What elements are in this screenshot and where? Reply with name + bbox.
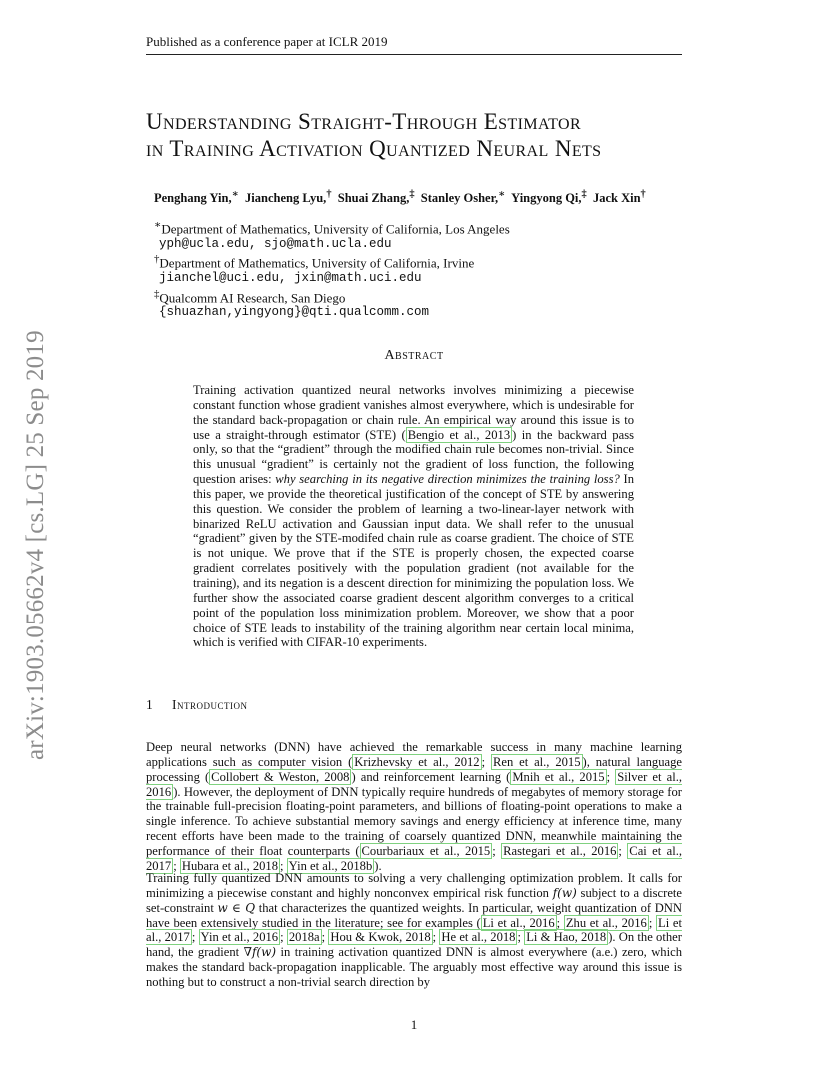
author: Stanley Osher,∗ [420,189,506,206]
abstract-body: Training activation quantized neural networks involves minimizing a piecewise constant function whose gradient vanishes almost everywhere, which is undesirable for the standard back-propagation or chain rule. An empirical way around this issue is to use a straight-through estimator (STE) ( Bengio et al., 2013 ) in the backward pass only, so that the “gradient” through the modified chain rule becomes non-trivial. Since this unusual “gradient” is certainly not the gradient of loss function, the following question arises: why searching in its negative direction minimizes the training loss? In this paper, we provide the theoretical justification of the concept of STE by answering this question. We consider the problem of learning a two-linear-layer network with binarized ReLU activation and Gaussian input data. We shall refer to the unusual “gradient” given by the STE-modifed chain rule as coarse gradient. The choice of STE is not unique. We prove that if the STE is properly chosen, the expected coarse gradient correlates positively with the population gradient (not available for the training), and its negation is a descent direction for minimizing the population loss. We further show the associated coarse gradient descent algorithm converges to a critical point of the population loss minimization problem. Moreover, we show that a poor choice of STE leads to instability of the training algorithm near certain local minima, which is verified with CIFAR-10 experiments. [193,383,635,650]
author-list [154,188,694,206]
affiliation-ucla: ∗Department of Mathematics, University of California, Los Angeles [154,219,510,237]
conference-label: Published as a conference paper at ICLR 2019 [146,34,388,49]
citation-link[interactable]: Rastegari et al., 2016 [503,843,617,858]
citation-link[interactable]: Collobert & Weston, 2008 [211,769,350,784]
citation-link[interactable]: Courbariaux et al., 2015 [361,843,491,858]
citation-link[interactable]: Hubara et al., 2018 [181,858,279,873]
citation-link[interactable]: 2018a [288,930,320,945]
paper-title [146,108,706,162]
citation-link[interactable]: Cai et al., 2017 [146,843,682,873]
math-expression: w ∈ Q [217,900,256,915]
author: Yingyong Qi,‡ [511,189,587,206]
page-number: 1 [410,1017,418,1032]
citation-link[interactable]: Zhu et al., 2016 [565,915,647,930]
running-header [146,34,682,55]
author: Jack Xin† [592,189,646,206]
citation-link[interactable]: Hou & Kwok, 2018 [330,930,431,945]
title-line-1: Understanding Straight-Through Estimator [146,109,582,134]
citation-link[interactable]: Silver et al., 2016 [146,769,682,799]
citation-link[interactable]: Yin et al., 2018b [288,858,373,873]
citation-link[interactable]: Ren et al., 2015 [492,754,581,769]
intro-paragraph-1: Deep neural networks (DNN) have achieved the remarkable success in many machine learning applications such as computer vision ( Krizhevsky et al., 2012 ; Ren et al., 2015 ), natural language processing ( Collobert & Weston, 2008 ) and reinforcement learning ( Mnih et al., 2015 ; Silver et al., 2016 ). However, the deployment of DNN typically require hundreds of megabytes of memory storage for the trainable full-precision floating-point parameters, and billions of floating-point operations to make a single inference. To achieve substantial memory savings and energy efficiency at inference time, many recent efforts have been made to the training of coarsely quantized DNN, meanwhile maintaining the performance of their float counterparts ( Courbariaux et al., 2015 ; Rastegari et al., 2016 ; Cai et al., 2017 ; Hubara et al., 2018 ; Yin et al., 2018b ). [146,740,683,873]
citation-link[interactable]: Yin et al., 2016 [200,930,279,945]
affiliation-uci: †Department of Mathematics, University of California, Irvine [154,253,475,271]
intro-paragraph-2: Training fully quantized DNN amounts to solving a very challenging optimization problem. It calls for minimizing a piecewise constant and highly nonconvex empirical risk function f(w) subject to a discrete set-constraint w ∈ Q that characterizes the quantized weights. In particular, weight quantization of DNN have been extensively studied in the literature; see for examples ( Li et al., 2016 ; Zhu et al., 2016 ; Li et al., 2017 ; Yin et al., 2016 ; 2018a ; Hou & Kwok, 2018 ; He et al., 2018 ; Li & Hao, 2018 ). On the other hand, the gradient ∇f(w) in training activation quantized DNN is almost everywhere (a.e.) zero, which makes the standard back-propagation inapplicable. The arguably most effective way around this issue is nothing but to construct a non-trivial search direction by [146,871,682,989]
citation-link[interactable]: Mnih et al., 2015 [512,769,605,784]
math-expression: ∇f(w) [243,945,277,960]
author: Shuai Zhang,‡ [337,189,415,206]
email-line[interactable]: yph@ucla.edu, sjo@math.ucla.edu [159,236,392,251]
title-line-2: in Training Activation Quantized Neural Nets [146,136,602,161]
email-line[interactable]: {shuazhan,yingyong}@qti.qualcomm.com [159,305,430,320]
affiliation-qualcomm: ‡Qualcomm AI Research, San Diego [154,287,346,305]
email-line[interactable]: jianchel@uci.edu, jxin@math.uci.edu [159,271,422,286]
citation-link[interactable]: Li et al., 2016 [482,915,555,930]
citation-link[interactable]: He et al., 2018 [441,930,516,945]
abstract-question: why searching in its negative direction minimizes the training loss? [275,472,620,487]
author: Penghang Yin,∗ [154,189,239,206]
citation-link[interactable]: Li et al., 2017 [146,915,682,945]
math-expression: f(w) [552,885,577,900]
abstract-heading: Abstract [384,348,444,363]
section-heading-introduction: 1 Introduction [146,697,248,712]
citation-link[interactable]: Li & Hao, 2018 [526,930,607,945]
affiliations [154,218,674,321]
arxiv-stamp: arXiv:1903.05662v4 [cs.LG] 25 Sep 2019 [22,330,49,760]
author: Jiancheng Lyu,† [245,189,332,206]
citation-link[interactable]: Krizhevsky et al., 2012 [354,754,480,769]
citation-link[interactable]: Bengio et al., 2013 [407,427,511,442]
